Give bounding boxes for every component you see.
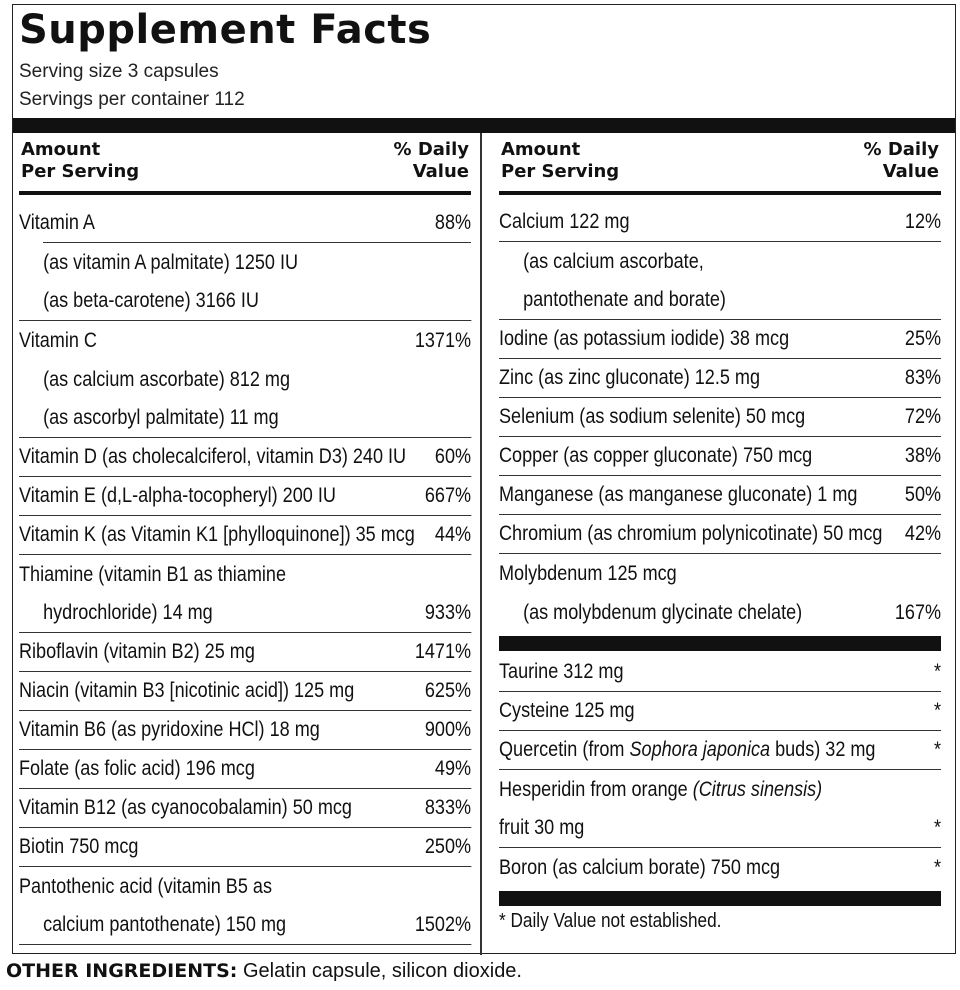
daily-value-label: % Daily xyxy=(863,139,939,160)
supplement-facts-panel xyxy=(12,4,956,954)
nutrient-subrow: (as beta-carotene) 3166 IU xyxy=(19,282,471,321)
nutrient-row: Cysteine 125 mg * xyxy=(499,692,941,731)
nutrient-row: Chromium (as chromium polynicotinate) 50 mcg 42% xyxy=(499,515,941,554)
nutrient-row: Boron (as calcium borate) 750 mcg * xyxy=(499,855,942,879)
nutrient-row: Taurine 312 mg * xyxy=(499,653,941,692)
header-rule xyxy=(499,191,941,195)
panel-title: Supplement Facts xyxy=(19,7,432,53)
footnote: * Daily Value not established. xyxy=(499,910,722,932)
bottom-thick-bar xyxy=(499,891,941,906)
nutrient-row: Riboflavin (vitamin B2) 25 mg 1471% xyxy=(19,633,471,672)
nutrient-subrow: (as ascorbyl palmitate) 11 mg xyxy=(19,399,471,438)
nutrient-subrow: (as vitamin A palmitate) 1250 IU xyxy=(43,250,299,274)
nutrient-row: Vitamin D (as cholecalciferol, vitamin D3) 240 IU 60% xyxy=(19,438,471,477)
nutrient-subrow: (as molybdenum glycinate chelate) 167% xyxy=(523,600,942,624)
amount-label: Amount xyxy=(21,139,101,160)
nutrient-row: Vitamin B6 (as pyridoxine HCl) 18 mg 900% xyxy=(19,711,471,750)
nutrient-row: Copper (as copper gluconate) 750 mcg 38% xyxy=(499,437,941,476)
per-serving-label: Per Serving xyxy=(501,161,620,182)
nutrient-row: Iodine (as potassium iodide) 38 mcg 25% xyxy=(499,320,941,359)
other-ingredients-text: Gelatin capsule, silicon dioxide. xyxy=(237,960,522,982)
nutrient-row: Folate (as folic acid) 196 mcg 49% xyxy=(19,750,471,789)
daily-value-label: % Daily xyxy=(393,139,469,160)
right-column xyxy=(499,133,941,933)
servings-per-container: Servings per container 112 xyxy=(19,89,245,110)
right-column-header xyxy=(499,133,941,191)
value-label: Value xyxy=(882,161,939,182)
nutrient-subrow: calcium pantothenate) 150 mg 1502% xyxy=(19,906,471,945)
nutrient-subrow: pantothenate and borate) xyxy=(499,281,941,320)
nutrient-row: Quercetin (from Sophora japonica buds) 32 mg * xyxy=(499,731,941,770)
nutrient-row: Molybdenum 125 mcg xyxy=(499,561,677,585)
nutrient-row: Vitamin C 1371% xyxy=(19,328,472,352)
nutrient-subrow: fruit 30 mg * xyxy=(499,809,941,848)
nutrient-row: Niacin (vitamin B3 [nicotinic acid]) 125 mg 625% xyxy=(19,672,471,711)
header-rule xyxy=(19,191,471,195)
left-column xyxy=(19,133,471,945)
other-ingredients xyxy=(6,960,522,983)
nutrient-subrow: (as calcium ascorbate) 812 mg xyxy=(43,367,291,391)
serving-size: Serving size 3 capsules xyxy=(19,61,219,82)
nutrient-row: Hesperidin from orange (Citrus sinensis) xyxy=(499,777,823,801)
value-label: Value xyxy=(412,161,469,182)
nutrient-row: Thiamine (vitamin B1 as thiamine xyxy=(19,562,287,586)
nutrient-row: Selenium (as sodium selenite) 50 mcg 72% xyxy=(499,398,941,437)
nutrient-row: Pantothenic acid (vitamin B5 as xyxy=(19,874,272,898)
nutrient-row: Calcium 122 mg 12% xyxy=(499,203,941,242)
nutrient-row: Vitamin B12 (as cyanocobalamin) 50 mcg 833% xyxy=(19,789,471,828)
nutrient-subrow: (as calcium ascorbate, xyxy=(523,249,704,273)
other-ingredients-label: OTHER INGREDIENTS: xyxy=(6,960,238,982)
nutrient-row: Biotin 750 mcg 250% xyxy=(19,828,471,867)
nutrient-row: Vitamin E (d,L-alpha-tocopheryl) 200 IU 667% xyxy=(19,477,471,516)
amount-label: Amount xyxy=(501,139,581,160)
nutrient-row: Vitamin A 88% xyxy=(19,210,472,234)
section-thick-bar xyxy=(499,636,941,651)
column-divider xyxy=(480,133,482,955)
top-thick-bar xyxy=(13,118,955,133)
nutrient-row: Manganese (as manganese gluconate) 1 mg 50% xyxy=(499,476,941,515)
nutrient-row: Zinc (as zinc gluconate) 12.5 mg 83% xyxy=(499,359,941,398)
per-serving-label: Per Serving xyxy=(21,161,140,182)
nutrient-subrow: hydrochloride) 14 mg 933% xyxy=(19,594,471,633)
nutrient-row: Vitamin K (as Vitamin K1 [phylloquinone]) 35 mcg 44% xyxy=(19,516,471,555)
left-column-header xyxy=(19,133,471,191)
